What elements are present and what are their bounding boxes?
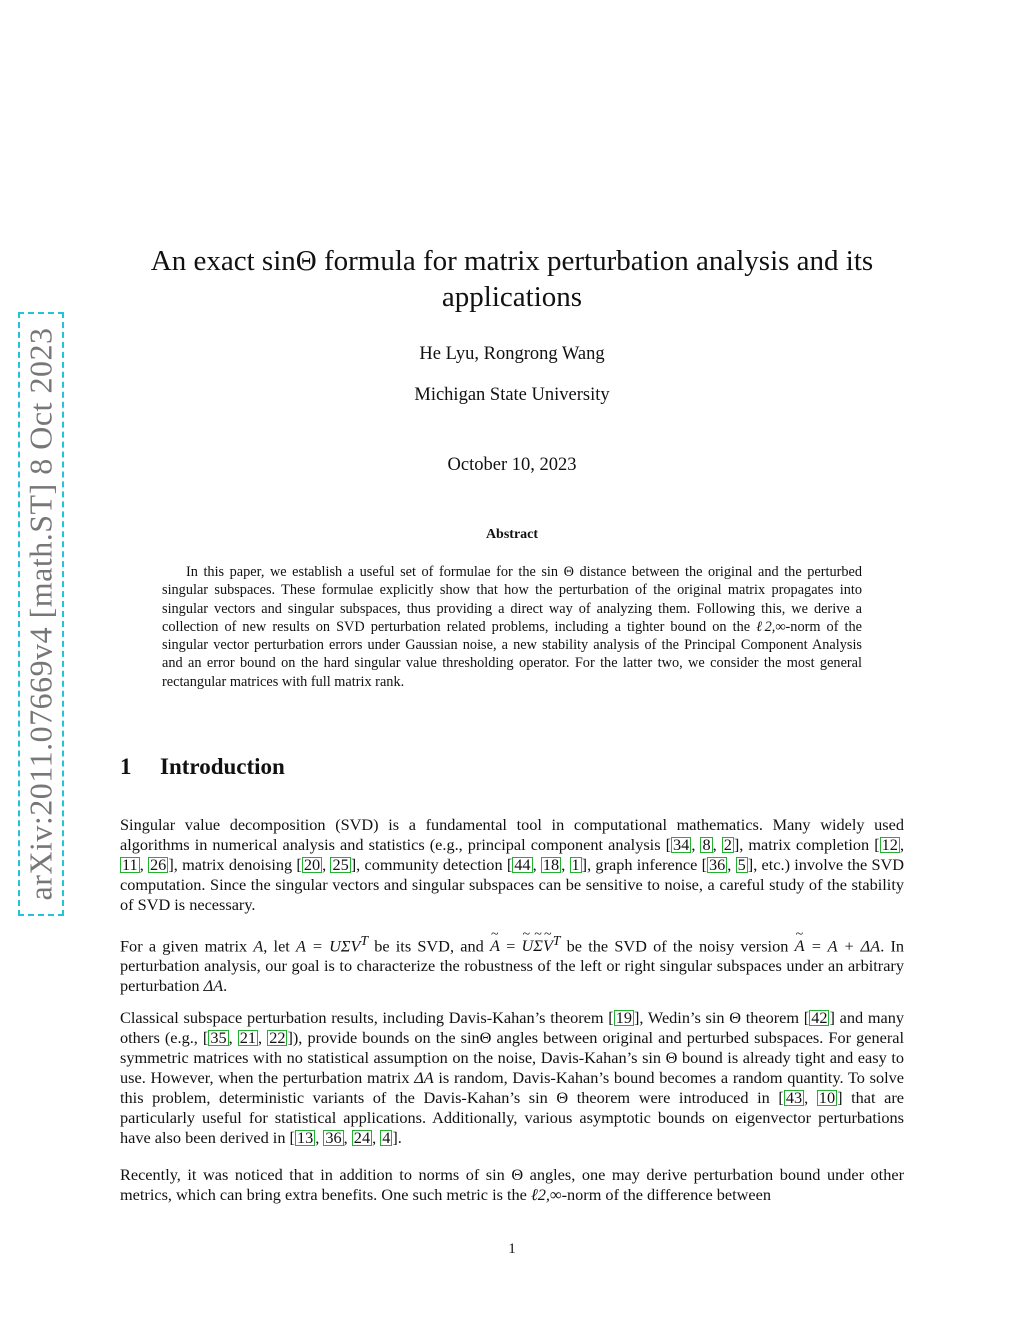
citation-link[interactable]: 44 xyxy=(514,855,531,874)
page-number: 1 xyxy=(508,1241,516,1257)
citation-link[interactable]: 19 xyxy=(615,1008,632,1027)
citation-link[interactable]: 10 xyxy=(818,1088,836,1107)
citation-link[interactable]: 5 xyxy=(737,855,746,874)
citation-link[interactable]: 18 xyxy=(542,855,560,874)
citation-link[interactable]: 42 xyxy=(811,1008,828,1027)
intro-paragraph-1: Singular value decomposition (SVD) is a fundamental tool in computational mathematics. Many widely used algorithms in numerical analysis and statistics (e.g., principal component analysis [ 34 , 8 , 2 ], matrix completion [ 12 , 11 , 26 ], matrix denoising [ 20 , 25 ], community detection [ 44 , 18 , 1 ], graph inference [ 36 , 5 ], etc.) involve the SVD computation. Since the singular vectors and singular subspaces can be sensitive to noise, a careful study of the stability of SVD is necessary. xyxy=(120,815,905,914)
abstract-heading: Abstract xyxy=(485,527,539,542)
citation-link[interactable]: 13 xyxy=(296,1128,314,1147)
citation-link[interactable]: 35 xyxy=(210,1028,227,1047)
citation-link[interactable]: 2 xyxy=(723,835,732,854)
citation-link[interactable]: 22 xyxy=(269,1028,286,1047)
arxiv-sidebar xyxy=(18,312,64,916)
section-heading xyxy=(120,754,285,780)
citation-link[interactable]: 26 xyxy=(150,855,167,874)
affiliation: Michigan State University xyxy=(414,385,610,405)
citation-link[interactable]: 36 xyxy=(709,855,726,874)
paper-title: An exact sinΘ formula for matrix perturbation analysis and its applications xyxy=(150,245,874,313)
intro-paragraph-3: Classical subspace perturbation results, including Davis-Kahan’s theorem [ 19 ], Wedin’s sin Θ theorem [ 42 ] and many others (e.g., [ 35 , 21 , 22 ]), provide bounds on the sinΘ angles between original and perturbed subspaces. For general symmetric matrices with no statistical assumption on the noise, Davis-Kahan’s sin Θ bound is already tight and easy to use. However, when the perturbation matrix ΔA is random, Davis-Kahan’s bound becomes a random quantity. To solve this problem, deterministic variants of the Davis-Kahan’s sin Θ theorem were introduced in [ 43 , 10 ] that are particularly useful for statistical applications. Additionally, various asymptotic bounds on eigenvector perturbations have also been derived in [ 13 , 36 , 24 , 4 ]. xyxy=(120,1008,904,1147)
abstract-body: In this paper, we establish a useful set of formulae for the sin Θ distance between the original and the perturbed singular subspaces. These formulae explicitly show that how the perturbation of the original matrix propagates into singular vectors and singular subspaces, thus providing a direct way of analyzing them. Following this, we derive a collection of new results on SVD perturbation related problems, including a tighter bound on the ℓ2,∞-norm of the singular vector perturbation errors under Gaussian noise, a new stability analysis of the Principal Component Analysis and an error bound on the hard singular value thresholding operator. For the latter two, we consider the most general rectangular matrices with full matrix rank. xyxy=(162,564,862,690)
citation-link[interactable]: 24 xyxy=(353,1128,371,1147)
citation-link[interactable]: 8 xyxy=(702,835,711,854)
citation-link[interactable]: 20 xyxy=(303,855,321,874)
section-title: Introduction xyxy=(160,754,285,779)
citation-link[interactable]: 36 xyxy=(325,1128,342,1147)
arxiv-identifier: arXiv:2011.07669v4 [math.ST] 8 Oct 2023 xyxy=(22,327,59,901)
date: October 10, 2023 xyxy=(447,455,577,475)
citation-link[interactable]: 34 xyxy=(673,835,690,854)
intro-paragraph-4: Recently, it was noticed that in addition to norms of sin Θ angles, one may derive perturbation bound under other metrics, which can bring extra benefits. One such metric is the ℓ2,∞-norm of the difference between xyxy=(120,1165,904,1204)
l2inf-norm: ℓ2,∞ xyxy=(756,618,786,635)
citation-link[interactable]: 25 xyxy=(332,855,349,874)
citation-link[interactable]: 11 xyxy=(122,855,138,874)
citation-link[interactable]: 12 xyxy=(881,835,898,854)
citation-link[interactable]: 21 xyxy=(239,1028,257,1047)
section-number: 1 xyxy=(120,754,132,779)
citation-link[interactable]: 43 xyxy=(785,1088,803,1107)
authors: He Lyu, Rongrong Wang xyxy=(419,344,605,364)
intro-paragraph-2: For a given matrix A, let $A = U\Sigma V^T$ be its SVD, and ~ A = ~ U~ Σ~ $V^T$ be the SVD of the noisy version ~ A = A + ΔA. In perturbation analysis, our goal is to characterize the robustness of the left or right singular subspaces under an arbitrary perturbation ΔA. xyxy=(120,931,904,996)
citation-link[interactable]: 1 xyxy=(571,855,580,874)
citation-link[interactable]: 4 xyxy=(382,1128,391,1147)
